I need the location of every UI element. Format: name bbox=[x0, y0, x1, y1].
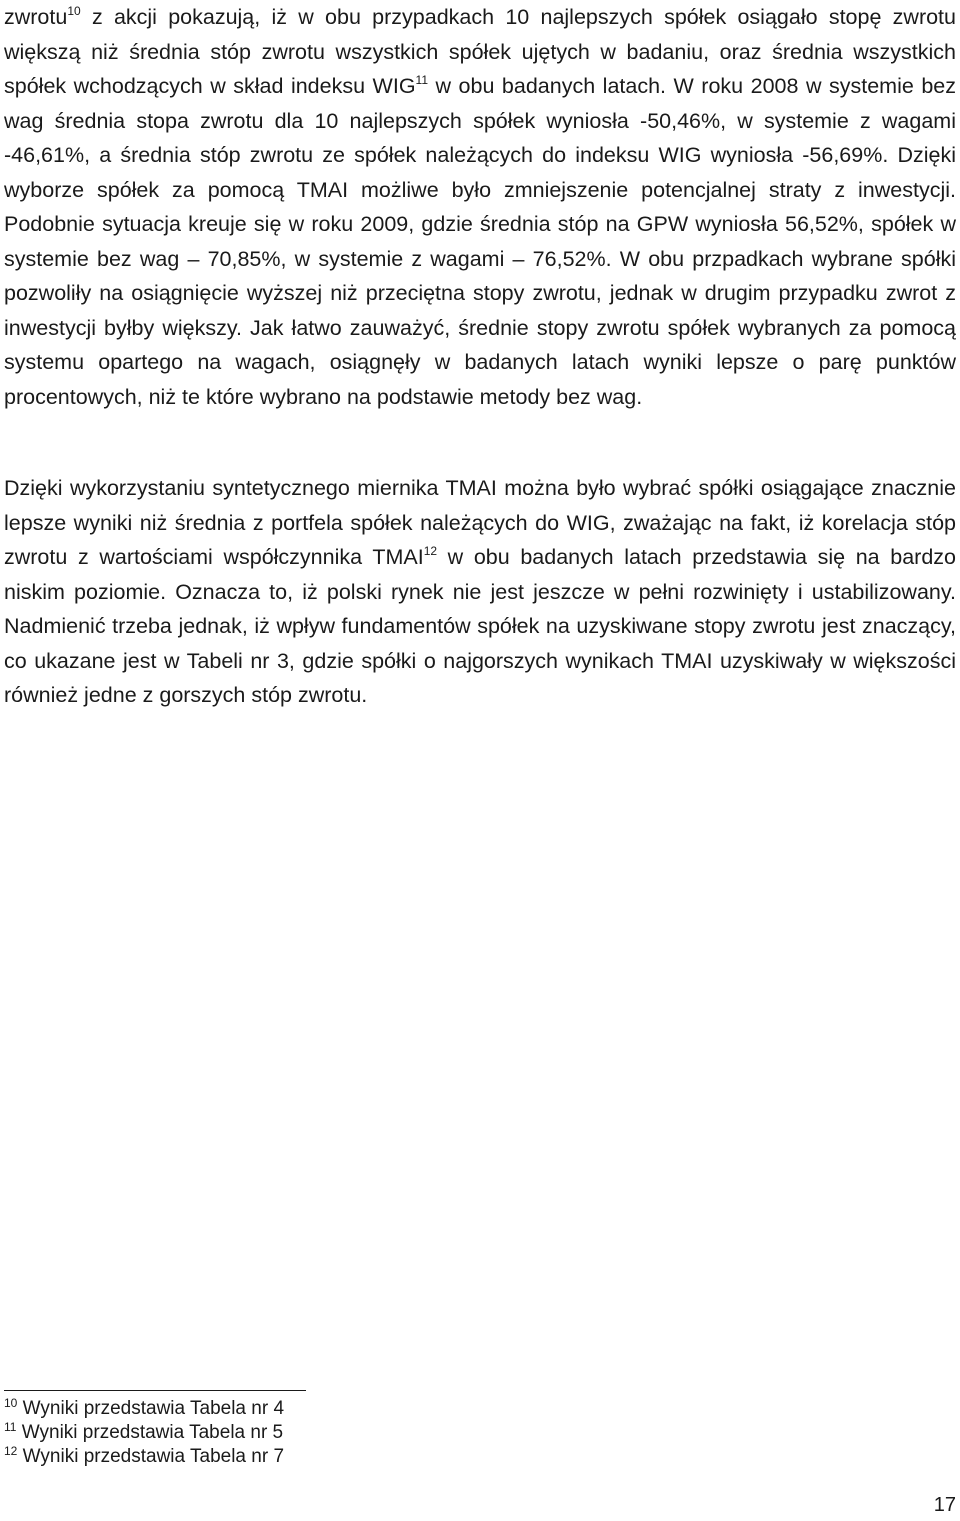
footnote-text: Wyniki przedstawia Tabela nr 4 bbox=[17, 1398, 285, 1419]
footnote-number: 12 bbox=[4, 1444, 18, 1458]
paragraph-text: z akcji pokazują, iż w obu przypadkach 10 najlepszych spółek osiągało stopę zwrotu większą niż średnia stóp zwrotu wszystkich spółek ujętych w badaniu, oraz średnia wszystkich spółek wchodzących w skład indeksu WIG bbox=[4, 5, 956, 98]
footnotes bbox=[4, 1397, 604, 1469]
footnote-separator bbox=[4, 1390, 306, 1391]
paragraph-text: w obu badanych latach. W roku 2008 w systemie bez wag średnia stopa zwrotu dla 10 najlepszych spółek wyniosła -50,46%, w systemie z wagami -46,61%, a średnia stóp zwrotu ze spółek należących do indeksu WIG wyniosła -56,69%. Dzięki wyborze spółek za pomocą TMAI możliwe było zmniejszenie potencjalnej straty z inwestycji. Podobnie sytuacja kreuje się w roku 2009, gdzie średnia stóp na GPW wyniosła 56,52%, spółek w systemie bez wag – 70,85%, w systemie z wagami – 76,52%. W obu przpadkach wybrane spółki pozwoliły na osiągnięcie wyższej niż przeciętna stopy zwrotu, jednak w drugim przypadku zwrot z inwestycji byłby większy. Jak łatwo zauważyć, średnie stopy zwrotu spółek wybranych za pomocą systemu opartego na wagach, osiągnęły w badanych latach wyniki lepsze o parę punktów procentowych, niż te które wybrano na podstawie metody bez wag. bbox=[4, 74, 956, 409]
footnote-text: Wyniki przedstawia Tabela nr 7 bbox=[17, 1446, 285, 1467]
paragraph-text: zwrotu bbox=[4, 5, 68, 29]
footnote-number: 11 bbox=[4, 1420, 17, 1434]
paragraph-text: w obu badanych latach przedstawia się na bardzo niskim poziomie. Oznacza to, iż polski rynek nie jest jeszcze w pełni rozwinięty i ustabilizowany. Nadmienić trzeba jednak, iż wpływ fundamentów spółek na uzyskiwane stopy zwrotu jest znaczący, co ukazane jest w Tabeli nr 3, gdzie spółki o najgorszych wynikach TMAI uzyskiwały w większości również jedne z gorszych stóp zwrotu. bbox=[4, 545, 956, 707]
footnote bbox=[4, 1421, 604, 1445]
body-paragraph bbox=[4, 0, 956, 414]
paragraph-text: Dzięki wykorzystaniu syntetycznego miernika TMAI można było wybrać spółki osiągające znacznie lepsze wyniki niż średnia z portfela spółek należących do WIG, zważając na fakt, iż korelacja stóp zwrotu z wartościami współczynnika TMAI bbox=[4, 476, 956, 569]
footnote-ref[interactable]: 11 bbox=[415, 73, 429, 87]
body-paragraph bbox=[4, 471, 956, 713]
footnote bbox=[4, 1445, 604, 1469]
footnote bbox=[4, 1397, 604, 1421]
page-number: 17 bbox=[933, 1494, 956, 1516]
footnote-ref[interactable]: 10 bbox=[67, 4, 81, 18]
footnote-ref[interactable]: 12 bbox=[423, 544, 438, 558]
footnote-number: 10 bbox=[4, 1396, 18, 1410]
footnote-text: Wyniki przedstawia Tabela nr 5 bbox=[16, 1422, 284, 1443]
